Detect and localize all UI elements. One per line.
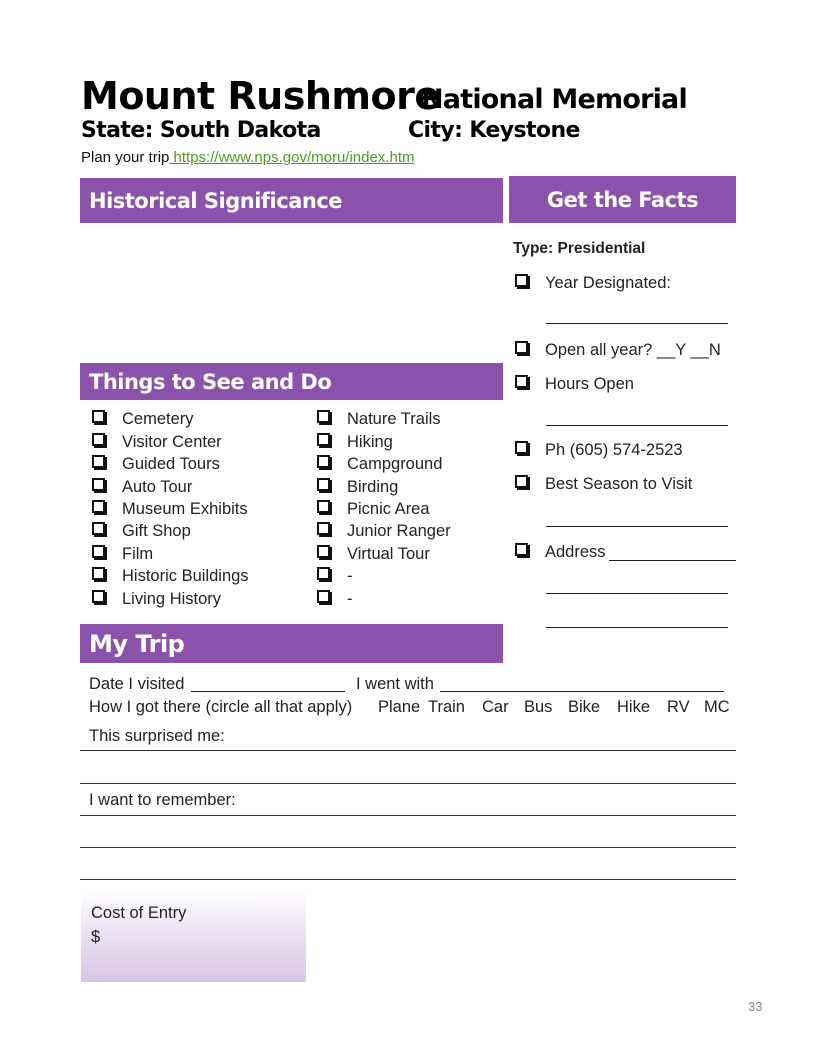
remember-line-3[interactable] [80, 879, 736, 880]
list-item[interactable]: Hiking [317, 433, 393, 452]
checkbox-icon[interactable] [92, 478, 105, 491]
list-item[interactable]: Junior Ranger [317, 522, 451, 541]
fact-address[interactable]: Address [515, 543, 606, 562]
surprised-label: This surprised me: [89, 727, 225, 745]
things-to-see-title: Things to See and Do [89, 369, 332, 394]
list-item[interactable]: Cemetery [92, 410, 194, 429]
list-item[interactable]: Picnic Area [317, 500, 430, 519]
fact-open-all-year[interactable]: Open all year? __Y __N [515, 341, 721, 360]
best-season-line[interactable] [546, 526, 728, 527]
checkbox-icon[interactable] [317, 545, 330, 558]
transport-bike[interactable]: Bike [568, 698, 601, 716]
transport-hike[interactable]: Hike [617, 698, 651, 716]
get-the-facts-header [509, 176, 736, 223]
checkbox-icon[interactable] [317, 522, 330, 535]
went-with-label: I went with [356, 675, 434, 693]
plan-label: Plan your trip [81, 149, 170, 166]
transport-plane[interactable]: Plane [378, 698, 421, 716]
remember-line-1[interactable] [80, 815, 736, 816]
fact-year-designated[interactable]: Year Designated: [515, 274, 671, 293]
checkbox-icon[interactable] [92, 455, 105, 468]
list-item[interactable]: Museum Exhibits [92, 500, 248, 519]
checkbox-icon[interactable] [317, 590, 330, 603]
list-item[interactable]: Virtual Tour [317, 545, 430, 564]
checkbox-icon[interactable] [515, 441, 528, 454]
checkbox-icon[interactable] [515, 375, 528, 388]
cost-of-entry-label: Cost of Entry [91, 904, 187, 922]
checkbox-icon[interactable] [515, 475, 528, 488]
date-visited-field[interactable] [191, 691, 345, 692]
checkbox-icon[interactable] [317, 567, 330, 580]
checkbox-icon[interactable] [92, 590, 105, 603]
plan-your-trip [81, 149, 414, 166]
fact-phone[interactable]: Ph (605) 574-2523 [515, 441, 683, 460]
transport-mc[interactable]: MC [704, 698, 730, 716]
address-line-1[interactable] [609, 560, 736, 561]
list-item[interactable]: - [317, 567, 353, 586]
checkbox-icon[interactable] [317, 433, 330, 446]
list-item[interactable]: Nature Trails [317, 410, 441, 429]
list-item[interactable]: Campground [317, 455, 442, 474]
transport-car[interactable]: Car [482, 698, 509, 716]
transport-train[interactable]: Train [428, 698, 465, 716]
list-item[interactable]: Visitor Center [92, 433, 222, 452]
list-item[interactable]: Auto Tour [92, 478, 192, 497]
my-trip-title: My Trip [89, 629, 185, 658]
checkbox-icon[interactable] [515, 543, 528, 556]
historical-significance-header [80, 178, 503, 223]
city-label: City: Keystone [408, 118, 580, 143]
list-item[interactable]: Birding [317, 478, 398, 497]
historical-significance-title: Historical Significance [89, 188, 343, 213]
get-the-facts-title: Get the Facts [546, 187, 699, 212]
surprised-line-1[interactable] [80, 750, 736, 751]
park-title: Mount Rushmore [81, 74, 440, 118]
checkbox-icon[interactable] [317, 500, 330, 513]
checkbox-icon[interactable] [317, 478, 330, 491]
park-designation: National Memorial [421, 84, 687, 115]
park-type: Type: Presidential [513, 240, 646, 257]
checkbox-icon[interactable] [317, 410, 330, 423]
address-line-3[interactable] [546, 627, 728, 628]
checkbox-icon[interactable] [92, 522, 105, 535]
checkbox-icon[interactable] [515, 341, 528, 354]
checkbox-icon[interactable] [317, 455, 330, 468]
date-visited-label: Date I visited [89, 675, 185, 693]
went-with-field[interactable] [440, 691, 724, 692]
nps-link[interactable]: https://www.nps.gov/moru/index.htm [169, 149, 415, 166]
cost-of-entry-box[interactable] [81, 888, 306, 982]
hours-open-line[interactable] [546, 425, 728, 426]
fact-hours-open[interactable]: Hours Open [515, 375, 634, 394]
transport-rv[interactable]: RV [667, 698, 690, 716]
list-item[interactable]: Guided Tours [92, 455, 220, 474]
fact-best-season[interactable]: Best Season to Visit [515, 475, 692, 494]
checkbox-icon[interactable] [92, 410, 105, 423]
cost-of-entry-value: $ [91, 928, 101, 946]
list-item[interactable]: Living History [92, 590, 221, 609]
things-to-see-header [80, 363, 503, 400]
list-item[interactable]: Historic Buildings [92, 567, 249, 586]
list-item[interactable]: - [317, 590, 353, 609]
my-trip-header [80, 624, 503, 663]
state-label: State: South Dakota [81, 118, 321, 143]
surprised-line-2[interactable] [80, 783, 736, 784]
transport-bus[interactable]: Bus [524, 698, 553, 716]
checkbox-icon[interactable] [515, 274, 528, 287]
remember-line-2[interactable] [80, 847, 736, 848]
checkbox-icon[interactable] [92, 567, 105, 580]
year-designated-line[interactable] [546, 323, 728, 324]
how-got-there-label: How I got there (circle all that apply) [89, 698, 353, 716]
list-item[interactable]: Gift Shop [92, 522, 191, 541]
checkbox-icon[interactable] [92, 500, 105, 513]
checkbox-icon[interactable] [92, 545, 105, 558]
checkbox-icon[interactable] [92, 433, 105, 446]
address-line-2[interactable] [546, 593, 728, 594]
list-item[interactable]: Film [92, 545, 153, 564]
remember-label: I want to remember: [89, 791, 236, 809]
page-number: 33 [748, 999, 763, 1014]
